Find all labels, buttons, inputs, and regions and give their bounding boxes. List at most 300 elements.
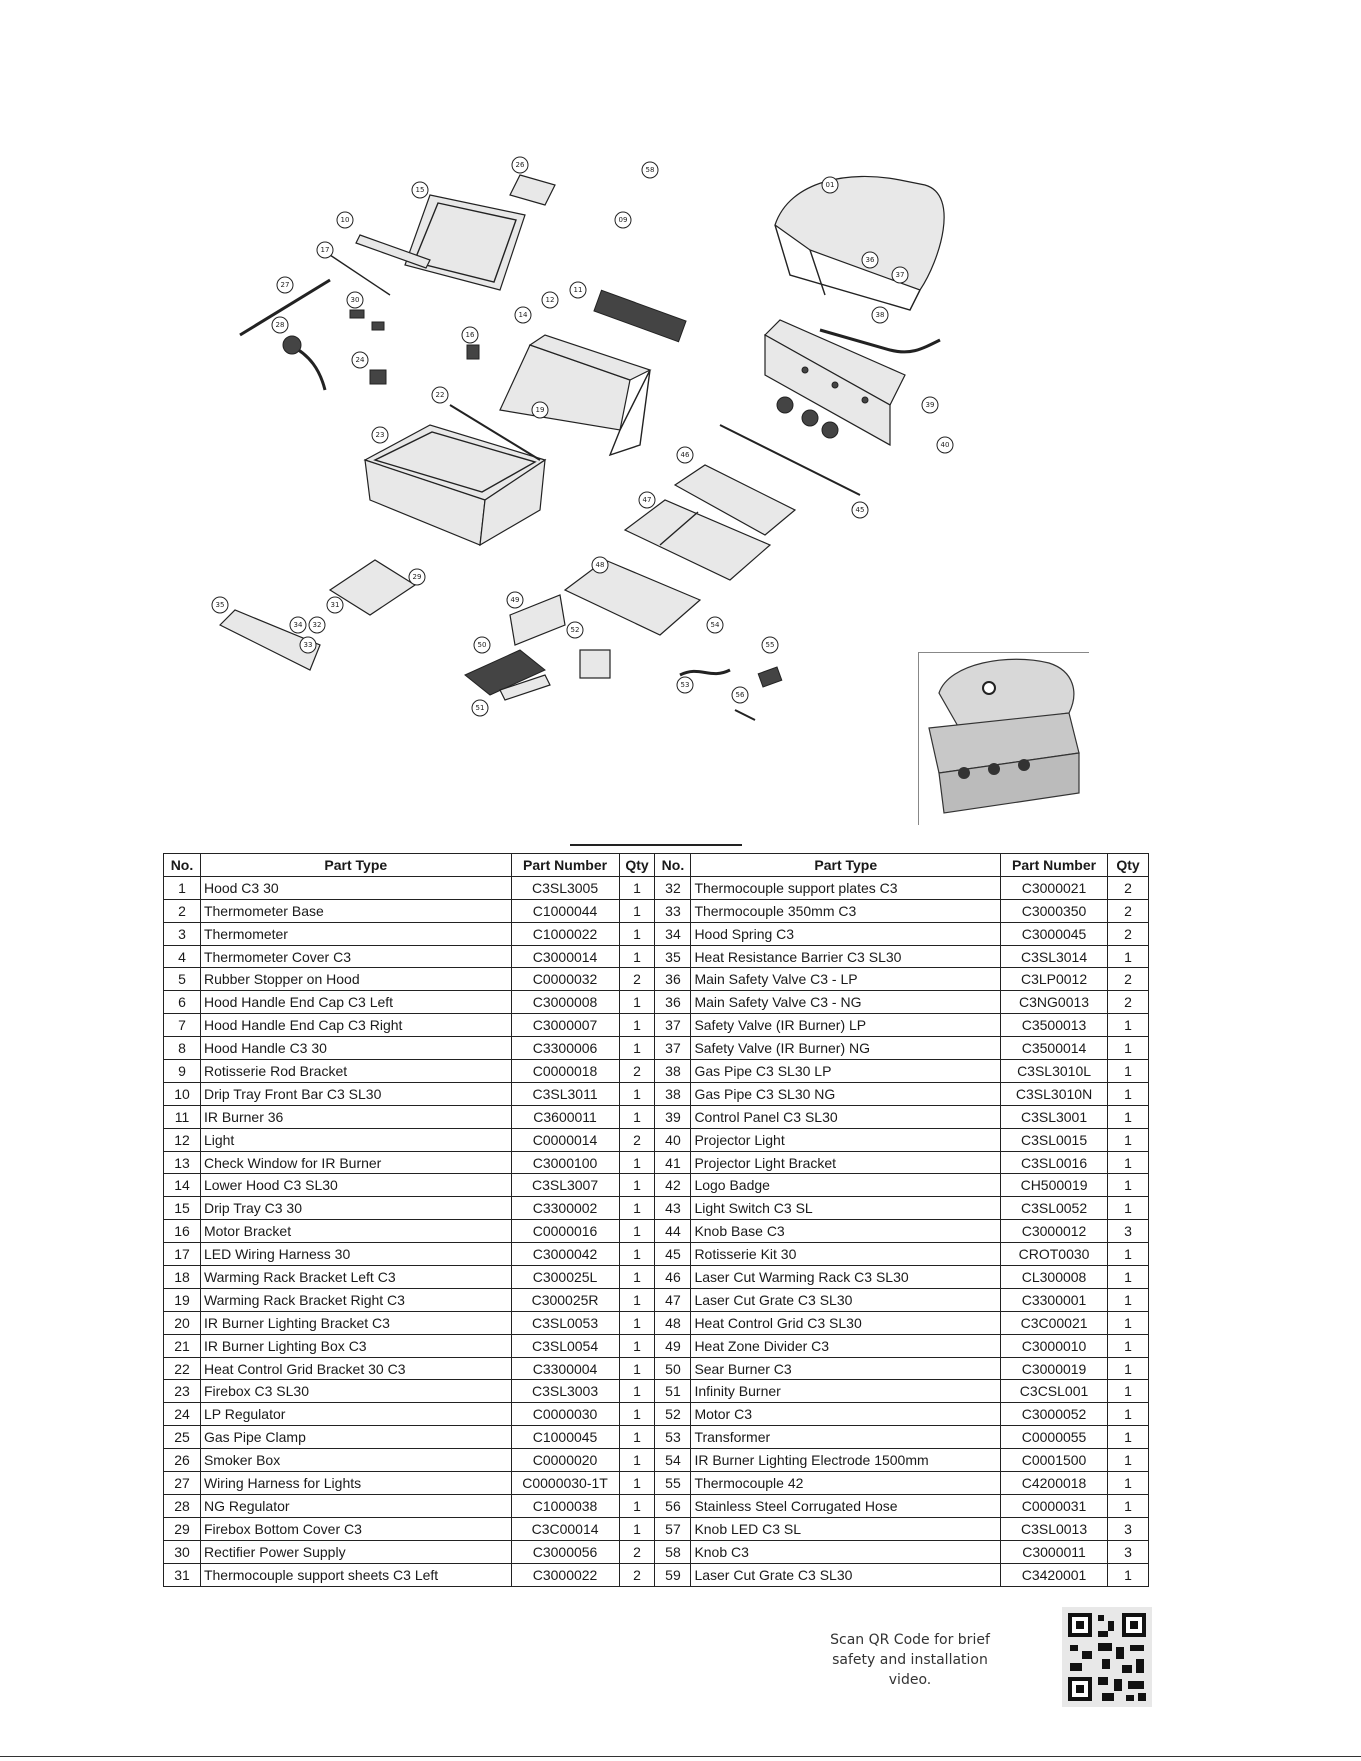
part-type-cell: Smoker Box: [200, 1449, 511, 1472]
qty-cell: 1: [1108, 1334, 1149, 1357]
svg-text:37: 37: [895, 271, 905, 279]
header-part-type-right: Part Type: [691, 854, 1001, 877]
part-type-cell: Hood Handle End Cap C3 Right: [200, 1014, 511, 1037]
header-part-number-left: Part Number: [511, 854, 619, 877]
svg-text:38: 38: [875, 311, 885, 319]
table-row: [164, 1494, 1149, 1517]
part-number-cell: C3000012: [1001, 1220, 1108, 1243]
part-number-cell: CH500019: [1001, 1174, 1108, 1197]
part-no-cell: 18: [164, 1266, 201, 1289]
svg-text:47: 47: [642, 496, 652, 504]
part-number-cell: C0000031: [1001, 1494, 1108, 1517]
part-number-cell: C3300006: [511, 1037, 619, 1060]
svg-text:51: 51: [475, 704, 485, 712]
part-no-cell: 37: [655, 1014, 691, 1037]
part-type-cell: Rotisserie Rod Bracket: [200, 1060, 511, 1083]
part-number-cell: C1000044: [511, 899, 619, 922]
part-no-cell: 32: [655, 876, 691, 899]
part-type-cell: Gas Pipe C3 SL30 NG: [691, 1082, 1001, 1105]
part-no-cell: 38: [655, 1060, 691, 1083]
qty-cell: 1: [619, 945, 655, 968]
svg-text:17: 17: [320, 246, 330, 254]
qty-cell: 1: [619, 1243, 655, 1266]
part-number-cell: C3SL0053: [511, 1311, 619, 1334]
part-type-cell: LED Wiring Harness 30: [200, 1243, 511, 1266]
part-no-cell: 4: [164, 945, 201, 968]
part-no-cell: 30: [164, 1540, 201, 1563]
part-number-cell: C3000045: [1001, 922, 1108, 945]
part-no-cell: 49: [655, 1334, 691, 1357]
part-type-cell: Safety Valve (IR Burner) LP: [691, 1014, 1001, 1037]
part-type-cell: Thermometer Base: [200, 899, 511, 922]
part-number-cell: C3NG0013: [1001, 991, 1108, 1014]
table-row: [164, 1334, 1149, 1357]
part-number-cell: C3SL3014: [1001, 945, 1108, 968]
qty-cell: 1: [1108, 1060, 1149, 1083]
part-number-cell: C3C00021: [1001, 1311, 1108, 1334]
qr-code-icon: [1062, 1607, 1152, 1707]
part-no-cell: 38: [655, 1082, 691, 1105]
part-no-cell: 55: [655, 1472, 691, 1495]
svg-text:15: 15: [415, 186, 425, 194]
part-no-cell: 19: [164, 1288, 201, 1311]
part-type-cell: Hood C3 30: [200, 876, 511, 899]
qty-cell: 1: [619, 1105, 655, 1128]
qty-cell: 1: [619, 1266, 655, 1289]
part-number-cell: C3SL3003: [511, 1380, 619, 1403]
assembled-grill-inset: [918, 652, 1089, 825]
table-row: [164, 1151, 1149, 1174]
svg-text:55: 55: [765, 641, 775, 649]
part-number-cell: C3000350: [1001, 899, 1108, 922]
part-type-cell: Projector Light Bracket: [691, 1151, 1001, 1174]
qty-cell: 1: [619, 899, 655, 922]
part-number-cell: C3SL0013: [1001, 1517, 1108, 1540]
part-type-cell: Transformer: [691, 1426, 1001, 1449]
qty-cell: 1: [1108, 1494, 1149, 1517]
part-no-cell: 3: [164, 922, 201, 945]
qty-cell: 2: [1108, 876, 1149, 899]
svg-text:40: 40: [940, 441, 950, 449]
qty-cell: 1: [619, 1037, 655, 1060]
svg-text:24: 24: [355, 356, 365, 364]
part-no-cell: 1: [164, 876, 201, 899]
part-type-cell: Main Safety Valve C3 - NG: [691, 991, 1001, 1014]
qty-cell: 1: [1108, 1174, 1149, 1197]
part-type-cell: Thermocouple support plates C3: [691, 876, 1001, 899]
table-row: [164, 1540, 1149, 1563]
part-no-cell: 2: [164, 899, 201, 922]
header-part-number-right: Part Number: [1001, 854, 1108, 877]
part-no-cell: 28: [164, 1494, 201, 1517]
table-row: [164, 899, 1149, 922]
part-no-cell: 22: [164, 1357, 201, 1380]
part-no-cell: 7: [164, 1014, 201, 1037]
part-type-cell: Thermocouple 42: [691, 1472, 1001, 1495]
part-no-cell: 26: [164, 1449, 201, 1472]
part-type-cell: Wiring Harness for Lights: [200, 1472, 511, 1495]
part-type-cell: Thermocouple 350mm C3: [691, 899, 1001, 922]
qty-cell: 1: [1108, 1449, 1149, 1472]
part-number-cell: C300025R: [511, 1288, 619, 1311]
part-number-cell: C3300001: [1001, 1288, 1108, 1311]
part-type-cell: Stainless Steel Corrugated Hose: [691, 1494, 1001, 1517]
part-number-cell: C0000016: [511, 1220, 619, 1243]
table-row: [164, 1517, 1149, 1540]
qty-cell: 2: [619, 1563, 655, 1586]
part-no-cell: 12: [164, 1128, 201, 1151]
qty-cell: 1: [1108, 1197, 1149, 1220]
part-number-cell: C1000038: [511, 1494, 619, 1517]
part-number-cell: C3LP0012: [1001, 968, 1108, 991]
part-type-cell: Firebox Bottom Cover C3: [200, 1517, 511, 1540]
svg-text:32: 32: [312, 621, 322, 629]
part-type-cell: Knob LED C3 SL: [691, 1517, 1001, 1540]
qty-cell: 1: [619, 1014, 655, 1037]
part-no-cell: 20: [164, 1311, 201, 1334]
part-number-cell: C3SL3010N: [1001, 1082, 1108, 1105]
part-number-cell: C3SL0052: [1001, 1197, 1108, 1220]
part-no-cell: 52: [655, 1403, 691, 1426]
heat-control-grid-drawing: [565, 560, 700, 635]
part-number-cell: C3420001: [1001, 1563, 1108, 1586]
part-number-cell: C3000010: [1001, 1334, 1108, 1357]
part-number-cell: C3SL0054: [511, 1334, 619, 1357]
part-type-cell: Heat Zone Divider C3: [691, 1334, 1001, 1357]
part-type-cell: Projector Light: [691, 1128, 1001, 1151]
qty-cell: 1: [619, 1494, 655, 1517]
svg-text:48: 48: [595, 561, 605, 569]
part-type-cell: Hood Handle C3 30: [200, 1037, 511, 1060]
qty-cell: 1: [619, 1220, 655, 1243]
part-no-cell: 23: [164, 1380, 201, 1403]
qty-cell: 1: [619, 1334, 655, 1357]
svg-text:33: 33: [303, 641, 313, 649]
part-no-cell: 24: [164, 1403, 201, 1426]
table-row: [164, 1037, 1149, 1060]
part-no-cell: 44: [655, 1220, 691, 1243]
qty-cell: 1: [1108, 945, 1149, 968]
svg-text:22: 22: [435, 391, 445, 399]
table-row: [164, 1311, 1149, 1334]
qty-cell: 1: [1108, 1288, 1149, 1311]
qty-cell: 1: [1108, 1357, 1149, 1380]
parts-table-body: [164, 876, 1149, 1586]
qty-cell: 1: [1108, 1128, 1149, 1151]
svg-text:01: 01: [825, 181, 835, 189]
part-type-cell: Laser Cut Grate C3 SL30: [691, 1288, 1001, 1311]
part-number-cell: C3SL3007: [511, 1174, 619, 1197]
qty-cell: 1: [1108, 1311, 1149, 1334]
part-type-cell: Knob Base C3: [691, 1220, 1001, 1243]
part-type-cell: Heat Control Grid C3 SL30: [691, 1311, 1001, 1334]
part-type-cell: Laser Cut Grate C3 SL30: [691, 1563, 1001, 1586]
part-number-cell: CROT0030: [1001, 1243, 1108, 1266]
part-type-cell: Gas Pipe Clamp: [200, 1426, 511, 1449]
part-number-cell: C0000020: [511, 1449, 619, 1472]
table-row: [164, 991, 1149, 1014]
part-number-cell: C3500013: [1001, 1014, 1108, 1037]
title-underline: [570, 844, 742, 846]
part-no-cell: 42: [655, 1174, 691, 1197]
qr-code[interactable]: [1062, 1607, 1152, 1707]
part-number-cell: C3000052: [1001, 1403, 1108, 1426]
svg-text:16: 16: [465, 331, 475, 339]
part-number-cell: C0000032: [511, 968, 619, 991]
part-number-cell: C3SL3010L: [1001, 1060, 1108, 1083]
part-no-cell: 39: [655, 1105, 691, 1128]
part-type-cell: Rectifier Power Supply: [200, 1540, 511, 1563]
part-type-cell: Safety Valve (IR Burner) NG: [691, 1037, 1001, 1060]
part-number-cell: C3SL3005: [511, 876, 619, 899]
qty-cell: 3: [1108, 1540, 1149, 1563]
header-part-type-left: Part Type: [200, 854, 511, 877]
svg-text:56: 56: [735, 691, 745, 699]
table-row: [164, 1426, 1149, 1449]
part-no-cell: 43: [655, 1197, 691, 1220]
table-row: [164, 1174, 1149, 1197]
svg-text:26: 26: [515, 161, 525, 169]
part-type-cell: Motor C3: [691, 1403, 1001, 1426]
part-number-cell: C3300004: [511, 1357, 619, 1380]
svg-text:31: 31: [330, 601, 340, 609]
part-number-cell: C3000100: [511, 1151, 619, 1174]
part-no-cell: 37: [655, 1037, 691, 1060]
part-no-cell: 9: [164, 1060, 201, 1083]
part-no-cell: 8: [164, 1037, 201, 1060]
table-row: [164, 876, 1149, 899]
part-no-cell: 21: [164, 1334, 201, 1357]
part-number-cell: C3SL0016: [1001, 1151, 1108, 1174]
qr-caption: [805, 1630, 1015, 1690]
part-no-cell: 36: [655, 991, 691, 1014]
part-number-cell: C3000007: [511, 1014, 619, 1037]
part-no-cell: 27: [164, 1472, 201, 1495]
part-type-cell: Main Safety Valve C3 - LP: [691, 968, 1001, 991]
part-number-cell: C3000022: [511, 1563, 619, 1586]
qty-cell: 1: [619, 1082, 655, 1105]
header-qty-left: Qty: [619, 854, 655, 877]
part-type-cell: IR Burner Lighting Box C3: [200, 1334, 511, 1357]
svg-text:58: 58: [645, 166, 655, 174]
part-type-cell: Control Panel C3 SL30: [691, 1105, 1001, 1128]
part-no-cell: 48: [655, 1311, 691, 1334]
qr-caption-line: video.: [888, 1672, 932, 1688]
part-type-cell: Light: [200, 1128, 511, 1151]
table-row: [164, 1472, 1149, 1495]
part-number-cell: C0000055: [1001, 1426, 1108, 1449]
part-no-cell: 56: [655, 1494, 691, 1517]
part-number-cell: C3000011: [1001, 1540, 1108, 1563]
part-type-cell: Thermocouple support sheets C3 Left: [200, 1563, 511, 1586]
header-qty-right: Qty: [1108, 854, 1149, 877]
part-no-cell: 29: [164, 1517, 201, 1540]
part-no-cell: 45: [655, 1243, 691, 1266]
part-number-cell: C3300002: [511, 1197, 619, 1220]
part-number-cell: CL300008: [1001, 1266, 1108, 1289]
svg-text:52: 52: [570, 626, 580, 634]
part-type-cell: Infinity Burner: [691, 1380, 1001, 1403]
part-number-cell: C3C00014: [511, 1517, 619, 1540]
qty-cell: 3: [1108, 1517, 1149, 1540]
part-no-cell: 51: [655, 1380, 691, 1403]
svg-text:12: 12: [545, 296, 555, 304]
part-no-cell: 58: [655, 1540, 691, 1563]
part-number-cell: C3SL3011: [511, 1082, 619, 1105]
part-no-cell: 57: [655, 1517, 691, 1540]
table-row: [164, 1357, 1149, 1380]
qr-caption-line: safety and installation: [832, 1652, 988, 1668]
qty-cell: 1: [1108, 1105, 1149, 1128]
qty-cell: 1: [1108, 1563, 1149, 1586]
table-row: [164, 1014, 1149, 1037]
part-no-cell: 13: [164, 1151, 201, 1174]
table-row: [164, 1060, 1149, 1083]
qty-cell: 1: [1108, 1426, 1149, 1449]
part-number-cell: C1000045: [511, 1426, 619, 1449]
smoker-box-drawing: [510, 175, 555, 205]
svg-text:14: 14: [518, 311, 528, 319]
part-number-cell: C3000019: [1001, 1357, 1108, 1380]
qty-cell: 1: [619, 1380, 655, 1403]
qty-cell: 1: [1108, 1243, 1149, 1266]
svg-text:49: 49: [510, 596, 520, 604]
part-number-cell: C4200018: [1001, 1472, 1108, 1495]
part-no-cell: 15: [164, 1197, 201, 1220]
part-number-cell: C3000056: [511, 1540, 619, 1563]
part-no-cell: 46: [655, 1266, 691, 1289]
qty-cell: 1: [619, 1151, 655, 1174]
part-type-cell: Heat Control Grid Bracket 30 C3: [200, 1357, 511, 1380]
part-number-cell: C0000014: [511, 1128, 619, 1151]
part-no-cell: 53: [655, 1426, 691, 1449]
qty-cell: 1: [1108, 1472, 1149, 1495]
qty-cell: 3: [1108, 1220, 1149, 1243]
part-number-cell: C3CSL001: [1001, 1380, 1108, 1403]
part-number-cell: C3SL0015: [1001, 1128, 1108, 1151]
table-row: [164, 1563, 1149, 1586]
table-row: [164, 1197, 1149, 1220]
part-type-cell: Rotisserie Kit 30: [691, 1243, 1001, 1266]
qty-cell: 1: [1108, 1037, 1149, 1060]
part-no-cell: 41: [655, 1151, 691, 1174]
svg-text:27: 27: [280, 281, 290, 289]
part-no-cell: 40: [655, 1128, 691, 1151]
hood-drawing: [775, 176, 944, 310]
part-type-cell: LP Regulator: [200, 1403, 511, 1426]
qty-cell: 1: [619, 1311, 655, 1334]
part-type-cell: Hood Handle End Cap C3 Left: [200, 991, 511, 1014]
part-type-cell: Check Window for IR Burner: [200, 1151, 511, 1174]
svg-text:39: 39: [925, 401, 935, 409]
part-type-cell: IR Burner 36: [200, 1105, 511, 1128]
svg-text:54: 54: [710, 621, 720, 629]
svg-text:28: 28: [275, 321, 285, 329]
part-type-cell: Hood Spring C3: [691, 922, 1001, 945]
part-type-cell: Drip Tray Front Bar C3 SL30: [200, 1082, 511, 1105]
qty-cell: 1: [619, 1197, 655, 1220]
svg-text:23: 23: [375, 431, 385, 439]
svg-text:19: 19: [535, 406, 545, 414]
table-row: [164, 1105, 1149, 1128]
qty-cell: 1: [619, 922, 655, 945]
part-no-cell: 10: [164, 1082, 201, 1105]
svg-text:29: 29: [412, 573, 422, 581]
part-number-cell: C3500014: [1001, 1037, 1108, 1060]
part-number-cell: C0000030: [511, 1403, 619, 1426]
part-number-cell: C3000021: [1001, 876, 1108, 899]
part-no-cell: 47: [655, 1288, 691, 1311]
part-no-cell: 14: [164, 1174, 201, 1197]
qty-cell: 1: [1108, 1380, 1149, 1403]
qr-caption-line: Scan QR Code for brief: [830, 1632, 990, 1648]
svg-text:09: 09: [618, 216, 628, 224]
part-no-cell: 50: [655, 1357, 691, 1380]
part-number-cell: C300025L: [511, 1266, 619, 1289]
qty-cell: 1: [1108, 1082, 1149, 1105]
svg-text:11: 11: [573, 286, 583, 294]
table-row: [164, 922, 1149, 945]
qty-cell: 1: [619, 1174, 655, 1197]
svg-text:30: 30: [350, 296, 360, 304]
table-row: [164, 968, 1149, 991]
part-number-cell: C0001500: [1001, 1449, 1108, 1472]
part-type-cell: Warming Rack Bracket Left C3: [200, 1266, 511, 1289]
part-number-cell: C3000042: [511, 1243, 619, 1266]
part-number-cell: C3SL3001: [1001, 1105, 1108, 1128]
table-row: [164, 1243, 1149, 1266]
part-type-cell: Thermometer Cover C3: [200, 945, 511, 968]
qty-cell: 1: [619, 1357, 655, 1380]
part-number-cell: C0000018: [511, 1060, 619, 1083]
qty-cell: 1: [619, 1403, 655, 1426]
qty-cell: 1: [619, 1472, 655, 1495]
part-type-cell: Firebox C3 SL30: [200, 1380, 511, 1403]
part-no-cell: 59: [655, 1563, 691, 1586]
part-no-cell: 25: [164, 1426, 201, 1449]
part-number-cell: C3000014: [511, 945, 619, 968]
qty-cell: 2: [1108, 968, 1149, 991]
table-row: [164, 1449, 1149, 1472]
firebox-drawing: [365, 425, 545, 545]
svg-text:36: 36: [865, 256, 875, 264]
part-no-cell: 34: [655, 922, 691, 945]
table-row: [164, 945, 1149, 968]
part-no-cell: 6: [164, 991, 201, 1014]
header-no-right: No.: [655, 854, 691, 877]
qty-cell: 1: [1108, 1266, 1149, 1289]
part-no-cell: 17: [164, 1243, 201, 1266]
qty-cell: 1: [619, 876, 655, 899]
part-type-cell: Gas Pipe C3 SL30 LP: [691, 1060, 1001, 1083]
part-no-cell: 36: [655, 968, 691, 991]
qty-cell: 1: [619, 1449, 655, 1472]
part-type-cell: Motor Bracket: [200, 1220, 511, 1243]
svg-text:53: 53: [680, 681, 690, 689]
qty-cell: 1: [1108, 1403, 1149, 1426]
part-no-cell: 11: [164, 1105, 201, 1128]
part-no-cell: 33: [655, 899, 691, 922]
part-type-cell: Laser Cut Warming Rack C3 SL30: [691, 1266, 1001, 1289]
qty-cell: 1: [1108, 1014, 1149, 1037]
svg-text:46: 46: [680, 451, 690, 459]
qty-cell: 1: [619, 1517, 655, 1540]
table-row: [164, 1220, 1149, 1243]
qty-cell: 2: [619, 1540, 655, 1563]
part-no-cell: 5: [164, 968, 201, 991]
svg-text:10: 10: [340, 216, 350, 224]
qty-cell: 2: [1108, 899, 1149, 922]
